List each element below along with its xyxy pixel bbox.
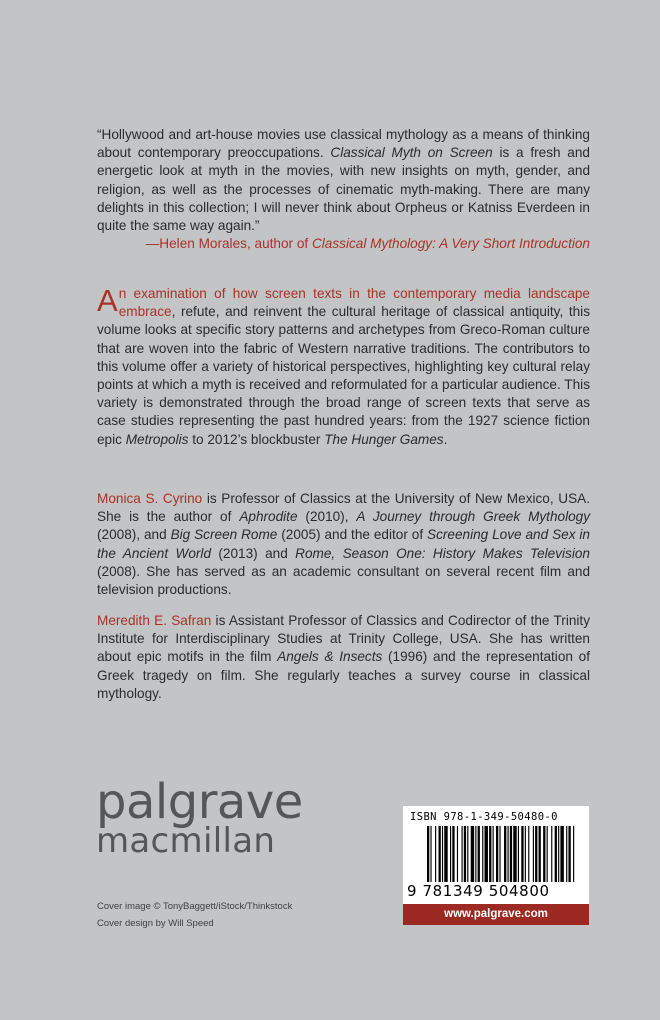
editor-name: Monica S. Cyrino: [97, 491, 203, 506]
barcode-bar: [518, 826, 519, 882]
film-title: Metropolis: [125, 431, 189, 447]
endorsement-quote: [97, 126, 590, 253]
barcode-bar: [568, 826, 570, 882]
barcode-bar: [435, 826, 436, 882]
barcode-bar: [489, 826, 491, 882]
barcode-bar: [508, 826, 509, 882]
barcode-bar: [442, 826, 443, 882]
logo-macmillan: macmillan: [96, 821, 276, 861]
barcode-bar: [555, 826, 557, 882]
book-description: An examination of how screen texts in the contemporary media landscape embrace, refute, and reinvent the cultural heritage of classical antiquity, this volume looks at specific story patterns and archetypes from Greco-Roman culture that are woven into the fabric of Western narrative traditions. The contributors to this volume offer a variety of historical perspectives, highlighting key cultural relay points at which a myth is received and reformulated for a particular audience. This variety is demonstrated through the broad range of screen texts that serve as case studies representing the past hundred years: from the 1927 science fiction epic Metropolis to 2012’s blockbuster The Hunger Games.: [97, 283, 590, 447]
barcode-bar: [430, 826, 431, 882]
barcode-bar: [560, 826, 563, 882]
quote-text: “Hollywood and art-house movies use classical mythology as a means of thinking about contemporary preoccupations. Classical Myth on Screen is a fresh and energetic look at myth in the movies, with new insights on myth, gender, and religion, as well as the processes of cinematic myth-making. There are many delights in this collection; I will never think about Orpheus or Katniss Everdeen in quite the same way again.”: [97, 127, 590, 234]
attribution-name: —Helen Morales: [145, 236, 247, 252]
barcode-bar: [482, 826, 483, 882]
image-credit: Cover image © TonyBaggett/iStock/Thinkstock: [97, 901, 293, 912]
barcode-bar: [528, 826, 529, 882]
ean-digits: 9 781349 504800: [407, 882, 550, 900]
barcode-bar: [539, 826, 541, 882]
barcode-bar: [475, 826, 476, 882]
barcode-bar: [485, 826, 488, 882]
barcode-bar: [558, 826, 559, 882]
barcode-bar: [543, 826, 545, 882]
publisher-logo: [96, 774, 303, 861]
barcode-bar: [450, 826, 451, 882]
barcode-bar: [464, 826, 466, 882]
barcode-bar: [573, 826, 574, 882]
barcode-bar: [493, 826, 494, 882]
drop-cap: A: [97, 283, 118, 318]
cover-credits: [97, 898, 292, 932]
barcode-bar: [547, 826, 548, 882]
attribution-book: Classical Mythology: A Very Short Introduction: [311, 236, 590, 252]
isbn-barcode: [403, 806, 589, 904]
publisher-url[interactable]: www.palgrave.com: [403, 904, 589, 925]
barcode-bar: [551, 826, 552, 882]
barcode-bar: [504, 826, 506, 882]
barcode-bar: [521, 826, 523, 882]
barcode-bar: [427, 826, 429, 882]
book-title: Classical Myth on Screen: [330, 145, 493, 161]
barcode-bar: [452, 826, 454, 882]
barcode-bar: [525, 826, 526, 882]
barcode-bar: [566, 826, 567, 882]
editor-bio-cyrino: Monica S. Cyrino is Professor of Classics at the University of New Mexico, USA. She is the author of Aphrodite (2010), A Journey through Greek Mythology (2008), and Big Screen Rome (2005) and the editor of Screening Love and Sex in the Ancient World (2013) and Rome, Season One: History Makes Television (2008). She has served as an academic consultant on several recent film and television productions.: [97, 491, 591, 598]
isbn-label: ISBN 978-1-349-50480-0: [410, 811, 558, 823]
barcode-bar: [467, 826, 468, 882]
barcode-bars: [427, 826, 579, 882]
design-credit: Cover design by Will Speed: [97, 918, 214, 929]
barcode-bar: [535, 826, 537, 882]
barcode-bar: [478, 826, 480, 882]
barcode-bar: [533, 826, 534, 882]
logo-palgrave: palgrave: [96, 774, 303, 830]
quote-attribution: —Helen Morales, author of Classical Mythology: A Very Short Introduction: [145, 236, 590, 252]
editor-bio-safran: Meredith E. Safran is Assistant Professor of Classics and Codirector of the Trinity Institute for Interdisciplinary Studies at Trinity College, USA. She has written about epic motifs in the film Angels & Insects (1996) and the representation of Greek tragedy on film. She regularly teaches a survey course in classical mythology.: [97, 613, 591, 701]
barcode-bar: [457, 826, 458, 882]
barcode-bar: [513, 826, 516, 882]
barcode-bar: [462, 826, 463, 882]
film-title: The Hunger Games: [324, 431, 444, 447]
barcode-bar: [439, 826, 441, 882]
barcode-bar: [510, 826, 512, 882]
barcode-bar: [471, 826, 474, 882]
editor-name: Meredith E. Safran: [97, 613, 212, 628]
description-lead: n examination of how screen texts in the contemporary media landscape embrace: [118, 286, 590, 320]
barcode-bar: [496, 826, 498, 882]
barcode-bar: [499, 826, 500, 882]
barcode-bar: [444, 826, 447, 882]
